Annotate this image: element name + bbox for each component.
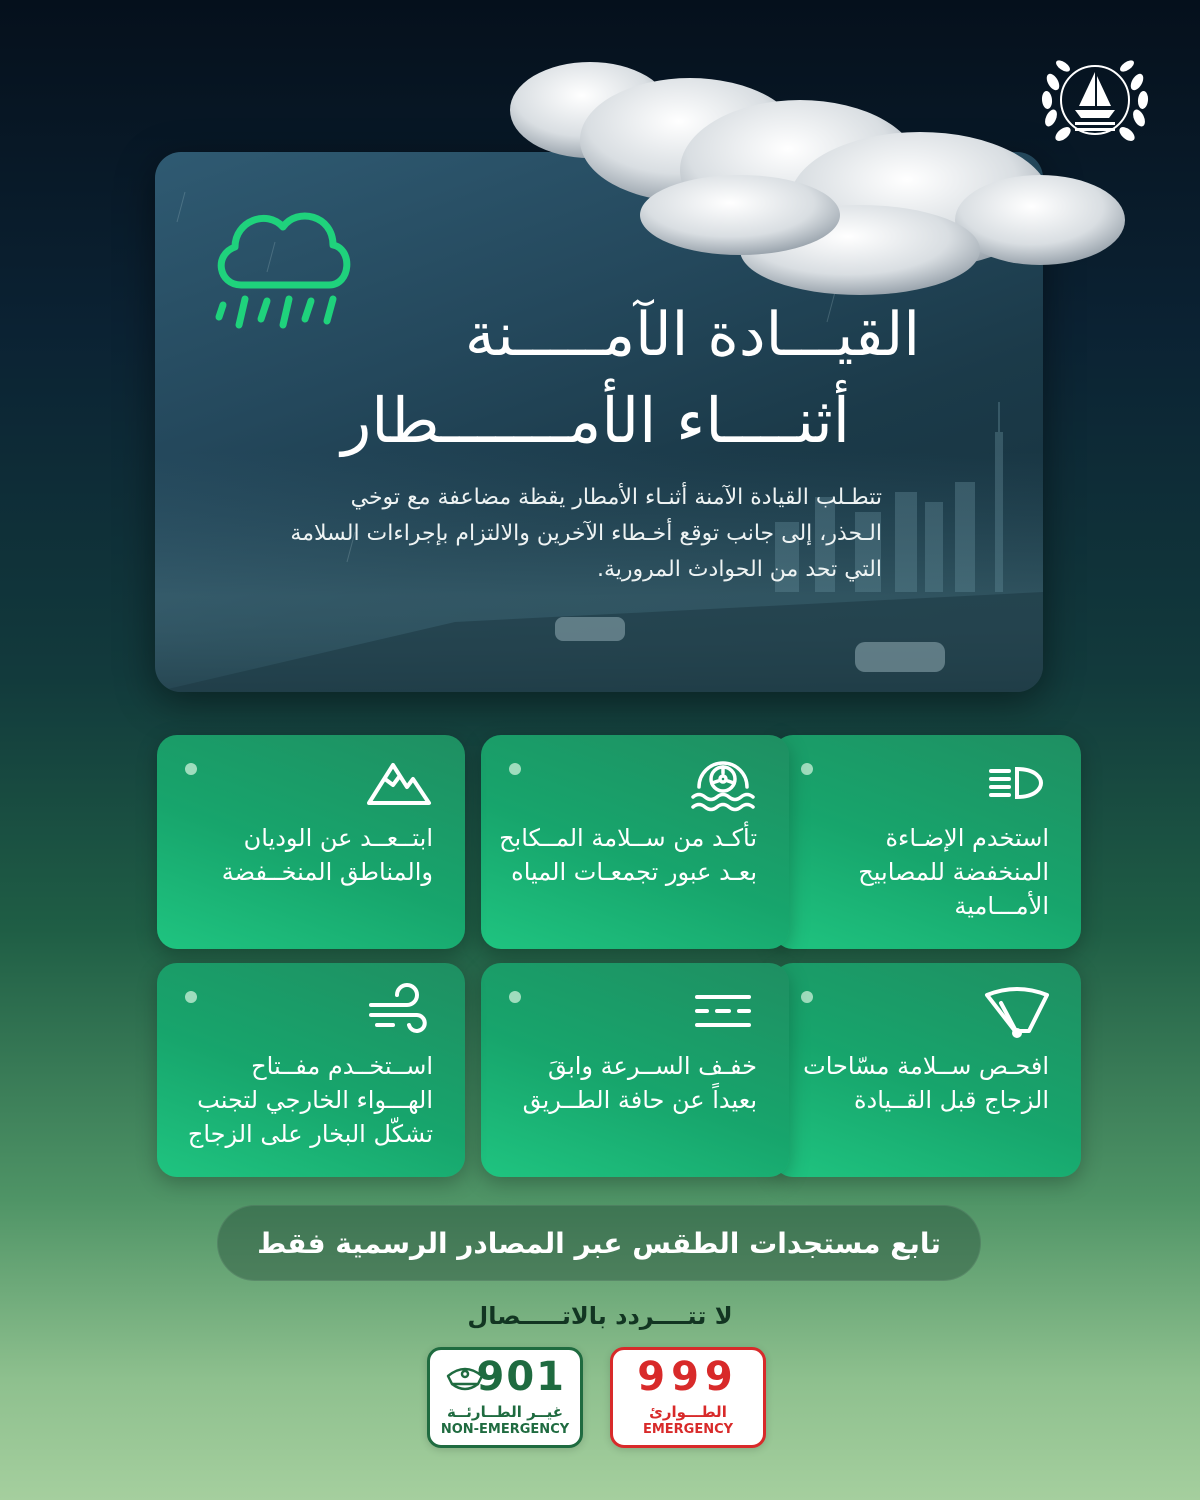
tip-text: اســتخــدم مفــتاح الهـــواء الخارجي لتجنب تشكّل البخار على الزجاج bbox=[187, 1052, 433, 1148]
tip-card-wipers bbox=[773, 963, 1081, 1177]
non-emergency-number: 901 bbox=[476, 1354, 566, 1400]
card-dot bbox=[509, 991, 521, 1003]
windshield-wiper-icon bbox=[979, 981, 1051, 1041]
call-label: لا تتــــردد بالاتـــــصال bbox=[467, 1302, 733, 1330]
tip-card-low-beam bbox=[773, 735, 1081, 949]
card-dot bbox=[185, 763, 197, 775]
wheel-water-icon bbox=[687, 753, 759, 813]
tip-text: افحـص ســلامة مسّاحات الزجاج قبل القــيادة bbox=[803, 1052, 1049, 1114]
non-emergency-badge[interactable] bbox=[427, 1347, 583, 1448]
tip-text: خفـف الســرعة وابقَ بعيداً عن حافة الطــريق bbox=[522, 1052, 757, 1114]
banner-text: تابع مستجدات الطقس عبر المصادر الرسمية فقط bbox=[257, 1226, 941, 1260]
title-line-2: أثنــــاء الأمـــــــطار bbox=[341, 384, 850, 457]
title-line-1: القيـــادة الآمـــــنة bbox=[464, 300, 920, 370]
tip-text: استخدم الإضـاءة المنخفضة للمصابيح الأمـــامية bbox=[858, 824, 1049, 920]
non-emergency-label-en: NON-EMERGENCY bbox=[440, 1422, 570, 1437]
rain-cloud-icon bbox=[205, 195, 355, 335]
emergency-badge[interactable] bbox=[610, 1347, 766, 1448]
card-dot bbox=[801, 991, 813, 1003]
emergency-label-en: EMERGENCY bbox=[642, 1422, 734, 1437]
emergency-number: 999 bbox=[637, 1354, 739, 1400]
emergency-label-ar: الطـــوارئ bbox=[649, 1403, 727, 1421]
low-beam-headlight-icon bbox=[979, 753, 1051, 813]
speed-lines-icon bbox=[687, 981, 759, 1041]
tip-card-valleys bbox=[157, 735, 465, 949]
storm-cloud-illustration bbox=[480, 30, 1140, 320]
tip-text: ابتــعــد عن الوديان والمناطق المنخــفضة bbox=[221, 824, 433, 886]
air-flow-icon bbox=[363, 981, 435, 1041]
mountain-icon bbox=[363, 753, 435, 813]
card-dot bbox=[509, 763, 521, 775]
non-emergency-label-ar: غيــر الطــارئــة bbox=[446, 1403, 564, 1421]
official-sources-banner bbox=[217, 1205, 981, 1281]
hero-description: تتطـلب القيادة الآمنة أثنـاء الأمطار يقظة مضاعفة مع توخي الـحذر، إلى جانب توقع أخـطاء الآخرين والالتزام بإجراءات السلامة التي تحد من الحوادث المرورية. bbox=[290, 485, 882, 582]
card-dot bbox=[185, 991, 197, 1003]
tip-text: تأكـد من ســلامة المــكابح بعـد عبور تجمعـات المياه bbox=[499, 824, 757, 886]
tip-card-air bbox=[157, 963, 465, 1177]
tip-card-speed bbox=[481, 963, 789, 1177]
card-dot bbox=[801, 763, 813, 775]
tip-card-brakes bbox=[481, 735, 789, 949]
